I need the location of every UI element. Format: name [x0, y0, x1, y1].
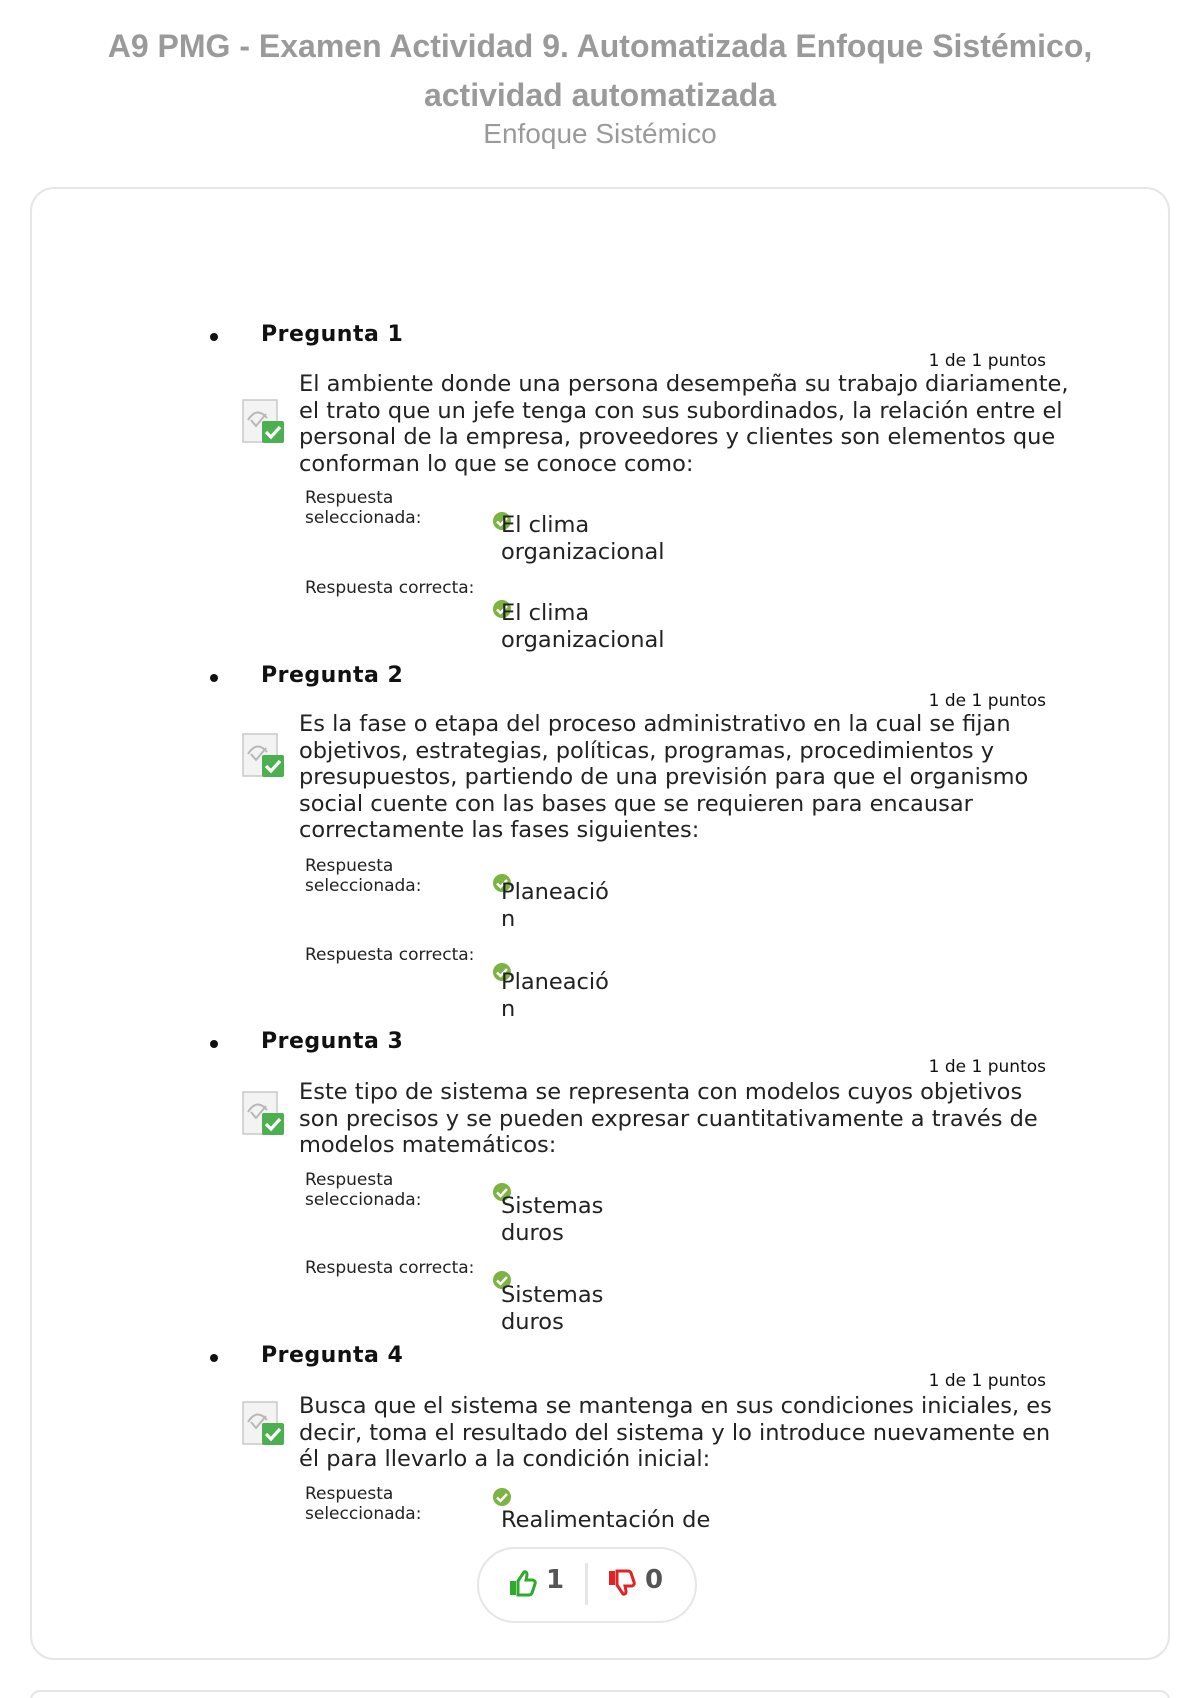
- selected-answer: Sistemas duros: [501, 1193, 604, 1246]
- question-bullet: [210, 1354, 218, 1362]
- correct-answer: Planeación: [501, 969, 609, 1022]
- question-points: 1 de 1 puntos: [928, 691, 1046, 711]
- correct-answer-label: Respuesta correcta:: [305, 945, 475, 965]
- question-bullet: [210, 1040, 218, 1048]
- thumbs-up-icon[interactable]: [507, 1568, 537, 1598]
- correct-check-icon: [492, 1487, 512, 1507]
- question-title: Pregunta 1: [261, 322, 404, 347]
- downvote-count: 0: [645, 1565, 664, 1595]
- question-text: Este tipo de sistema se representa con modelos cuyos objetivos son precisos y se pueden expresar cuantitativamente a través de modelos matemáticos:: [299, 1079, 1038, 1158]
- question-points: 1 de 1 puntos: [928, 1371, 1046, 1391]
- question-bullet: [210, 333, 218, 341]
- question-text: Busca que el sistema se mantenga en sus condiciones iniciales, es decir, toma el resultado del sistema y lo introduce nuevamente en él para llevarlo a la condición inicial:: [299, 1393, 1052, 1472]
- selected-answer: El clima organizacional: [501, 512, 665, 565]
- correct-answer-label: Respuesta correcta:: [305, 1258, 475, 1278]
- question-text: Es la fase o etapa del proceso administrativo en la cual se fijan objetivos, estrategias, políticas, programas, procedimientos y presupuestos, partiendo de una previsión para que el organismo social cuente con las bases que se requieren para encausar correctamente las fases siguientes:: [299, 711, 1029, 843]
- selected-answer: Realimentación de: [501, 1507, 711, 1533]
- page-title: A9 PMG - Examen Actividad 9. Automatizada Enfoque Sistémico, actividad automatizada: [107, 28, 1093, 113]
- question-title: Pregunta 2: [261, 663, 404, 688]
- selected-answer-label: Respuesta seleccionada:: [305, 488, 422, 528]
- question-title: Pregunta 3: [261, 1029, 404, 1054]
- correct-answer-label: Respuesta correcta:: [305, 578, 475, 598]
- selected-answer: Planeación: [501, 879, 609, 932]
- graded-correct-icon: [240, 1090, 288, 1138]
- question-bullet: [210, 674, 218, 682]
- thumbs-down-icon[interactable]: [606, 1568, 636, 1598]
- selected-answer-label: Respuesta seleccionada:: [305, 856, 422, 896]
- page-subtitle: Enfoque Sistémico: [483, 118, 717, 149]
- question-points: 1 de 1 puntos: [928, 351, 1046, 371]
- correct-answer: Sistemas duros: [501, 1282, 604, 1335]
- graded-correct-icon: [240, 732, 288, 780]
- graded-correct-icon: [240, 398, 288, 446]
- question-points: 1 de 1 puntos: [928, 1057, 1046, 1077]
- vote-divider: [585, 1563, 588, 1605]
- selected-answer-label: Respuesta seleccionada:: [305, 1170, 422, 1210]
- question-title: Pregunta 4: [261, 1343, 404, 1368]
- question-text: El ambiente donde una persona desempeña su trabajo diariamente, el trato que un jefe tenga con sus subordinados, la relación entre el personal de la empresa, proveedores y clientes son elementos que conforman lo que se conoce como:: [299, 371, 1069, 477]
- selected-answer-label: Respuesta seleccionada:: [305, 1484, 422, 1524]
- upvote-count: 1: [546, 1565, 565, 1595]
- graded-correct-icon: [240, 1400, 288, 1448]
- next-card-edge: [30, 1690, 1170, 1698]
- correct-answer: El clima organizacional: [501, 600, 665, 653]
